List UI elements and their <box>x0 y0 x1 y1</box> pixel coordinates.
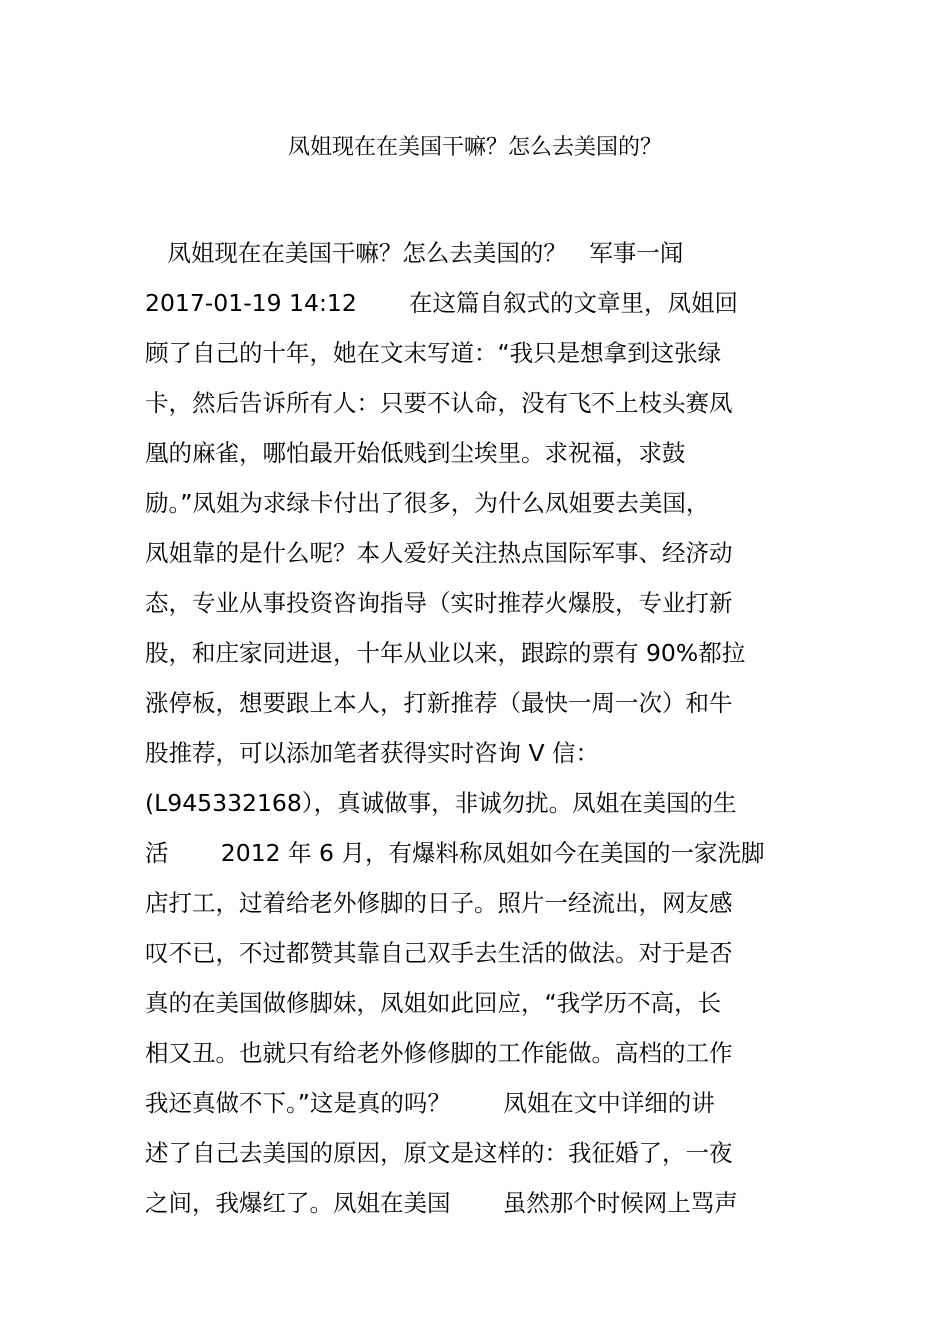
body-line: 顾了自己的十年，她在文末写道：“我只是想拿到这张绿 <box>145 339 722 367</box>
body-line: (L945332168），真诚做事，非诚勿扰。凤姐在美国的生 <box>145 789 737 817</box>
body-line: 相又丑。也就只有给老外修修脚的工作能做。高档的工作 <box>145 1039 733 1067</box>
body-line: 2017-01-19 14:12 在这篇自叙式的文章里，凤姐回 <box>145 289 739 317</box>
body-line: 活 2012 年 6 月，有爆料称凤姐如今在美国的一家洗脚 <box>145 839 765 867</box>
body-line: 股推荐，可以添加笔者获得实时咨询 V 信： <box>145 739 600 767</box>
body-line: 涨停板，想要跟上本人，打新推荐（最快一周一次）和牛 <box>145 689 733 717</box>
body-line: 股，和庄家同进退，十年从业以来，跟踪的票有 90%都拉 <box>145 639 746 667</box>
document-title: 凤姐现在在美国干嘛？怎么去美国的？ <box>287 135 662 160</box>
body-line: 店打工，过着给老外修脚的日子。照片一经流出，网友感 <box>145 889 733 917</box>
body-line: 叹不已，不过都赞其靠自己双手去生活的做法。对于是否 <box>145 939 733 967</box>
body-line: 凰的麻雀，哪怕最开始低贱到尘埃里。求祝福，求鼓 <box>145 439 686 467</box>
body-line: 凤姐现在在美国干嘛？怎么去美国的？ 军事一闻 <box>145 239 684 267</box>
body-line: 励。”凤姐为求绿卡付出了很多，为什么凤姐要去美国， <box>145 489 710 517</box>
body-line: 真的在美国做修脚妹，凤姐如此回应，“我学历不高，长 <box>145 989 722 1017</box>
body-line: 之间，我爆红了。凤姐在美国 虽然那个时候网上骂声 <box>145 1189 738 1217</box>
body-line: 我还真做不下。”这是真的吗？ 凤姐在文中详细的讲 <box>145 1089 715 1117</box>
body-line: 凤姐靠的是什么呢？本人爱好关注热点国际军事、经济动 <box>145 539 733 567</box>
body-line: 述了自己去美国的原因，原文是这样的：我征婚了，一夜 <box>145 1139 733 1167</box>
document-body <box>145 228 825 1228</box>
body-line: 态，专业从事投资咨询指导（实时推荐火爆股，专业打新 <box>145 589 733 617</box>
body-line: 卡，然后告诉所有人：只要不认命，没有飞不上枝头赛凤 <box>145 389 733 417</box>
